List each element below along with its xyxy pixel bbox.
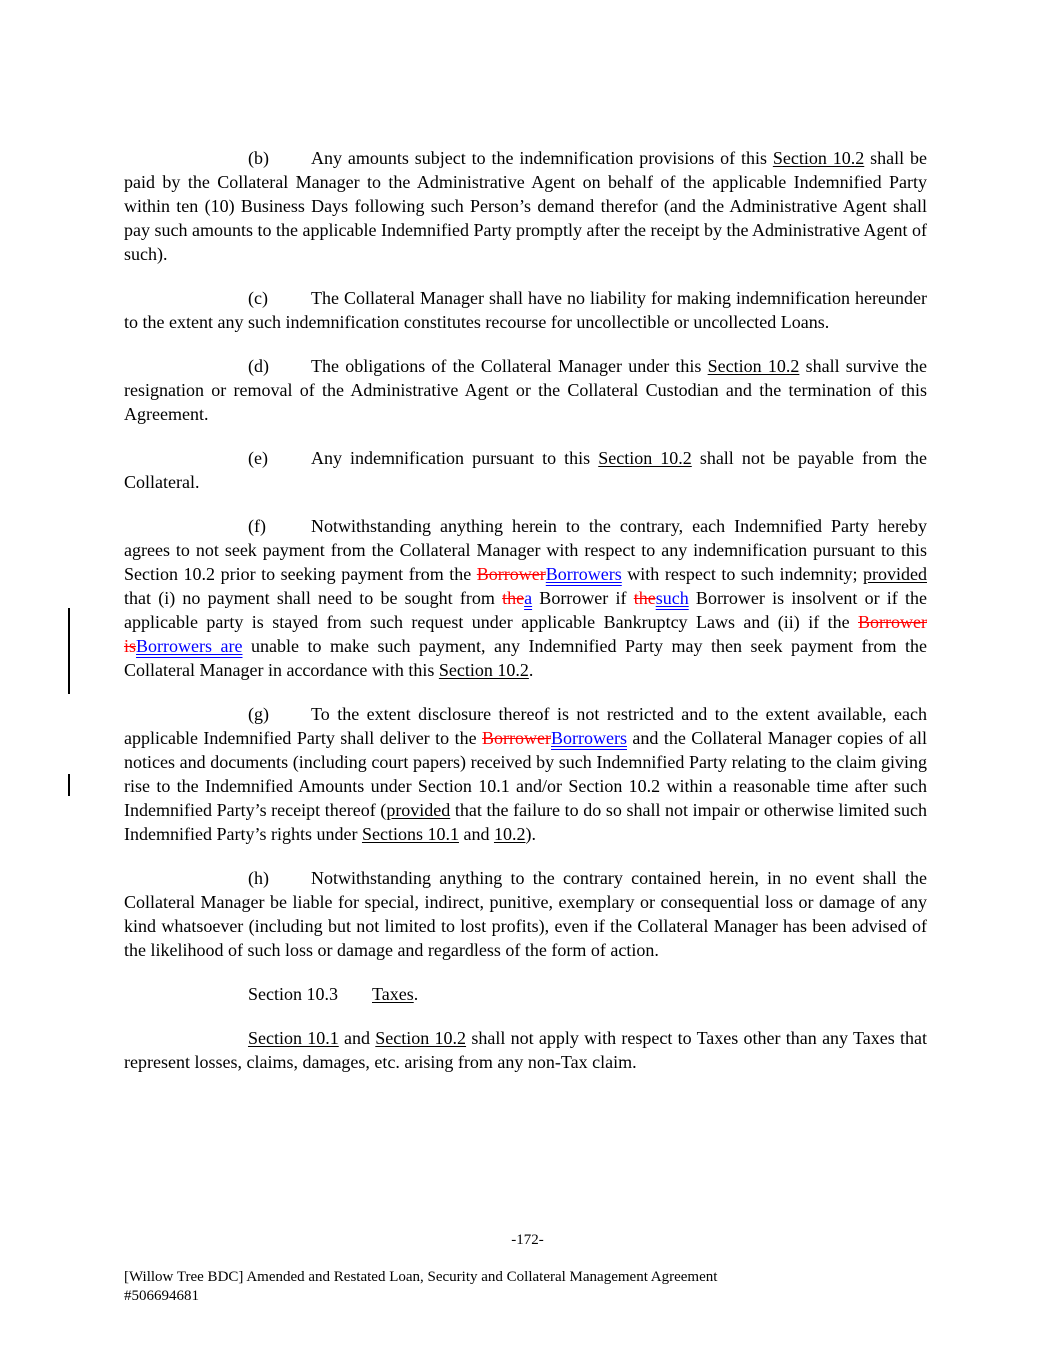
text-run: and — [338, 1028, 376, 1048]
paragraph-label: (e) — [248, 448, 268, 468]
paragraph-b — [124, 146, 927, 266]
text-run: shall not be payable from the Collateral. — [124, 448, 927, 492]
paragraph-label: Section 10.3 — [248, 984, 338, 1004]
paragraph-label: (g) — [248, 704, 269, 724]
underlined-text: Section 10.2 — [598, 448, 692, 468]
section-10-3-heading — [124, 982, 927, 1006]
footer-agreement-title: [Willow Tree BDC] Amended and Restated Loan, Security and Collateral Management Agreement — [124, 1269, 718, 1285]
page-number: -172- — [511, 1232, 544, 1248]
text-run: with respect to such indemnity; — [621, 564, 863, 584]
text-run: Any indemnification pursuant to this — [311, 448, 599, 468]
text-run: Notwithstanding anything herein to the contrary, each Indemnified Party hereby agrees to not seek payment from the Collateral Manager with respect to any indemnification pursuant to this Section 10.2 prior to seeking payment from the — [124, 516, 927, 584]
document-body — [124, 146, 927, 1094]
text-run: shall be paid by the Collateral Manager to the Administrative Agent on behalf of the applicable Indemnified Party within ten (10) Business Days following such Person’s demand therefor (and the Administrative Agent shall pay such amounts to the applicable Indemnified Party promptly after the receipt by the Administrative Agent of such). — [124, 148, 927, 264]
paragraph-label: (h) — [248, 868, 269, 888]
paragraph-label: (f) — [248, 516, 266, 536]
text-run: Notwithstanding anything to the contrary contained herein, in no event shall the Collateral Manager be liable for special, indirect, punitive, exemplary or consequential loss or damage of any kind whatsoever (including but not limited to lost profits), even if the Collateral Manager has been advised of the likelihood of such loss or damage and regardless of the form of action. — [124, 868, 927, 960]
underlined-text: Taxes — [372, 984, 414, 1004]
paragraph-label: (c) — [248, 288, 268, 308]
underlined-text: Section 10.2 — [707, 356, 800, 376]
deleted-text: Borrower — [482, 728, 551, 748]
underlined-text: provided — [386, 800, 451, 820]
paragraph-f — [124, 514, 927, 682]
text-run: and the Collateral Manager copies of all notices and documents (including court papers) received by such Indemnified Party relating to the claim giving rise to the Indemnified Amounts under Section 10.1 and/or Section 10.2 within a reasonable time after such Indemnified Party’s receipt thereof ( — [124, 728, 927, 820]
deleted-text: the — [633, 588, 656, 608]
underlined-text: 10.2 — [493, 824, 526, 844]
text-run: . — [413, 984, 419, 1004]
change-bar-paragraph-f — [68, 608, 70, 694]
paragraph-c — [124, 286, 927, 334]
text-run: The Collateral Manager shall have no liability for making indemnification hereunder to the extent any such indemnification constitutes recourse for uncollectible or uncollected Loans. — [124, 288, 927, 332]
paragraph-e — [124, 446, 927, 494]
text-run: that the failure to do so shall not impair or otherwise limited such Indemnified Party’s rights under — [124, 800, 927, 844]
text-run: that (i) no payment shall need to be sought from — [124, 588, 503, 608]
underlined-text: Section 10.1 — [248, 1028, 339, 1048]
paragraph-h — [124, 866, 927, 962]
text-run: Borrower if — [532, 588, 634, 608]
inserted-text: a — [524, 588, 533, 608]
paragraph-label: (d) — [248, 356, 269, 376]
paragraph-d — [124, 354, 927, 426]
text-run: unable to make such payment, any Indemnified Party may then seek payment from the Collateral Manager in accordance with this — [124, 636, 927, 680]
taxes-paragraph — [124, 1026, 927, 1074]
underlined-text: Sections 10.1 — [361, 824, 459, 844]
text-run: Any amounts subject to the indemnification provisions of this — [311, 148, 773, 168]
paragraph-g — [124, 702, 927, 846]
document-footer — [124, 1268, 927, 1306]
paragraph-label: (b) — [248, 148, 269, 168]
inserted-text: Borrowers — [551, 728, 627, 748]
change-bar-paragraph-g — [68, 774, 70, 796]
underlined-text: Section 10.2 — [375, 1028, 467, 1048]
deleted-text: Borrower is — [124, 612, 927, 656]
inserted-text: Borrowers — [545, 564, 622, 584]
underlined-text: Section 10.2 — [772, 148, 865, 168]
inserted-text: Borrowers are — [136, 636, 243, 656]
text-run: and — [458, 824, 494, 844]
text-run: shall not apply with respect to Taxes other than any Taxes that represent losses, claims, damages, etc. arising from any non-Tax claim. — [124, 1028, 927, 1072]
underlined-text: Section 10.2 — [438, 660, 529, 680]
inserted-text: such — [655, 588, 689, 608]
deleted-text: the — [502, 588, 525, 608]
text-run: The obligations of the Collateral Manager under this — [311, 356, 708, 376]
deleted-text: Borrower — [476, 564, 546, 584]
text-run: Borrower is insolvent or if the applicable party is stayed from such request under applicable Bankruptcy Laws and (ii) if the — [124, 588, 927, 632]
text-run: To the extent disclosure thereof is not restricted and to the extent available, each applicable Indemnified Party shall deliver to the — [124, 704, 927, 748]
text-run: ). — [525, 824, 536, 844]
text-run: . — [528, 660, 534, 680]
underlined-text: provided — [863, 564, 927, 584]
footer-document-id: #506694681 — [124, 1288, 199, 1304]
text-run: shall survive the resignation or removal of the Administrative Agent or the Collateral Custodian and the termination of this Agreement. — [124, 356, 927, 424]
